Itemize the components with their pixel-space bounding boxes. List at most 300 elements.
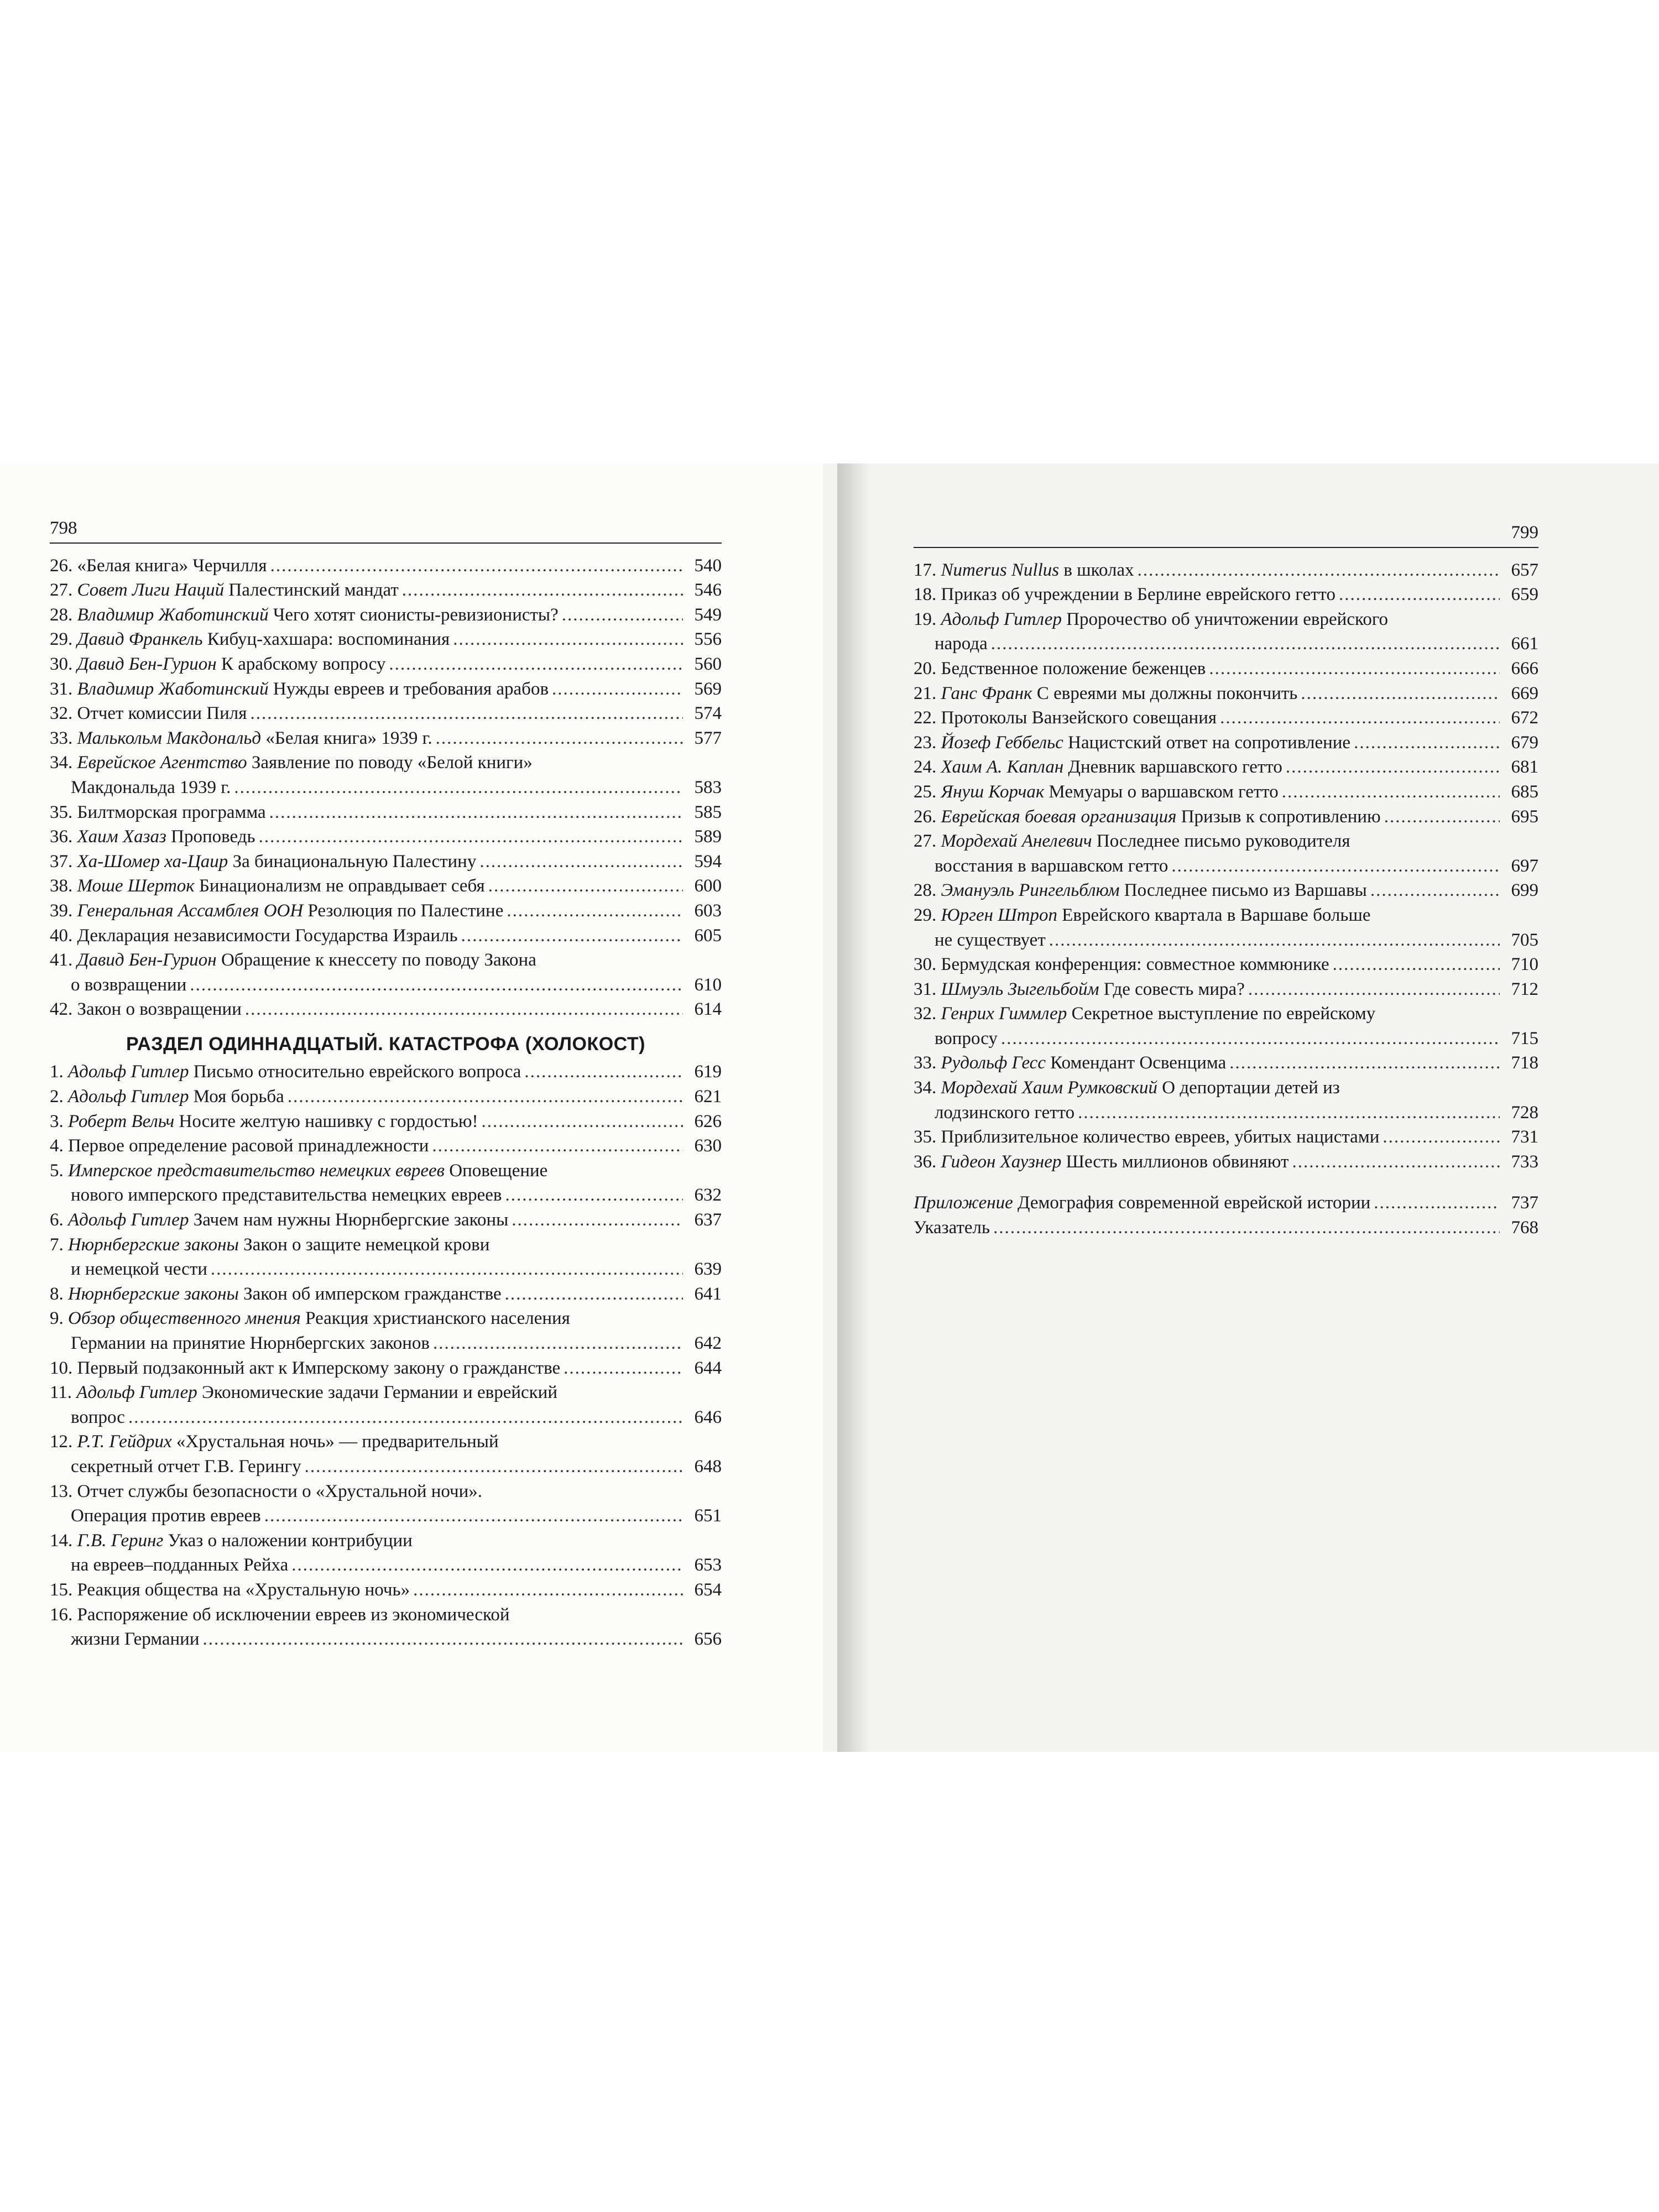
toc-entry (914, 928, 1538, 953)
entry-page-number: 642 (694, 1333, 722, 1353)
entry-page-number: 626 (694, 1111, 722, 1131)
leader-dots (1301, 681, 1500, 706)
entry-page-number: 569 (694, 679, 722, 699)
toc-entry (914, 1150, 1538, 1175)
toc-list-appendix (914, 1191, 1538, 1240)
entry-number: 9. (50, 1308, 64, 1329)
entry-page-number: 656 (694, 1629, 722, 1650)
leader-dots (250, 701, 683, 726)
entry-text (71, 1331, 430, 1356)
entry-text (50, 701, 247, 726)
entry-text (50, 1531, 413, 1551)
entry-text (914, 1215, 990, 1240)
entry-page-number: 699 (1511, 880, 1538, 901)
toc-entry (50, 1356, 722, 1381)
toc-entry (50, 825, 722, 849)
entry-page-number: 577 (694, 728, 722, 748)
toc-entry (914, 854, 1538, 879)
left-toc-column (50, 516, 722, 1652)
entry-text (914, 582, 1335, 607)
entry-title: Заявление по поводу «Белой книги» (251, 753, 533, 773)
entry-text (50, 1060, 521, 1084)
entry-text (71, 1627, 200, 1652)
entry-page-number: 731 (1511, 1127, 1538, 1147)
entry-author: Ганс Франк (941, 683, 1032, 703)
leader-dots (562, 603, 683, 628)
leader-dots (453, 627, 683, 652)
entry-title: Приказ об учреждении в Берлине еврейского гетто (941, 585, 1336, 605)
entry-title: Закон о возвращении (77, 999, 242, 1020)
entry-title: Германии на принятие Нюрнбергских законов (70, 1333, 430, 1353)
entry-title: Отчет комиссии Пиля (77, 703, 247, 724)
leader-dots (234, 775, 683, 800)
entry-text (50, 1109, 478, 1134)
entry-text (50, 1383, 557, 1402)
toc-entry (50, 627, 722, 652)
entry-text (50, 1605, 510, 1625)
entry-text (50, 874, 485, 899)
leader-dots (507, 899, 683, 924)
toc-list-part10 (50, 554, 722, 1022)
leader-dots (1171, 854, 1500, 879)
entry-author: Numerus Nullus (941, 560, 1060, 580)
entry-number: 28. (50, 604, 73, 625)
toc-entry (914, 731, 1538, 755)
toc-entry (50, 726, 722, 751)
entry-title: Обращение к кнессету по поводу Закона (221, 950, 536, 971)
entry-author: Еврейское Агентство (77, 753, 247, 773)
toc-entry (50, 603, 722, 628)
right-toc-column (914, 520, 1538, 1240)
entry-page-number: 621 (694, 1087, 722, 1107)
entry-page-number: 639 (694, 1259, 722, 1280)
leader-dots (991, 632, 1500, 656)
entry-title: Проповедь (171, 827, 255, 847)
entry-number: 36. (914, 1151, 937, 1172)
entry-text (50, 1235, 489, 1255)
toc-entry (50, 1454, 722, 1479)
entry-number: 34. (50, 753, 73, 773)
toc-entry (50, 1331, 722, 1356)
entry-title: Распоряжение об исключении евреев из экономической (77, 1604, 510, 1625)
left-page (0, 463, 823, 1752)
leader-dots (436, 726, 683, 751)
leader-dots (461, 924, 683, 948)
entry-title: «Белая книга» 1939 г. (265, 728, 432, 748)
leader-dots (203, 1627, 683, 1652)
toc-entry (50, 849, 722, 874)
entry-title: Дневник варшавского гетто (1068, 757, 1282, 778)
entry-text (50, 849, 476, 874)
leader-dots (564, 1356, 683, 1381)
entry-title: нового имперского представительства немецких евреев (70, 1185, 502, 1206)
toc-entry (50, 578, 722, 603)
entry-text (914, 878, 1367, 903)
entry-title: вопросу (934, 1028, 998, 1048)
leader-dots (245, 997, 683, 1022)
entry-number: 5. (50, 1160, 64, 1181)
entry-title: Демография современной еврейской истории (1017, 1193, 1371, 1213)
entry-text (914, 731, 1350, 755)
entry-title: Последнее письмо из Варшавы (1124, 880, 1367, 901)
entry-author: Хаим А. Каплан (941, 757, 1064, 778)
entry-text (914, 755, 1282, 780)
toc-entry-line (50, 1159, 722, 1183)
entry-number: 16. (50, 1604, 73, 1625)
leader-dots (402, 578, 683, 603)
entry-page-number: 710 (1511, 954, 1538, 975)
entry-page-number: 589 (694, 827, 722, 847)
entry-page-number: 560 (694, 654, 722, 674)
leader-dots (1370, 878, 1500, 903)
toc-list-part11 (50, 1060, 722, 1651)
entry-number: 20. (914, 658, 937, 679)
toc-entry (914, 1215, 1538, 1240)
entry-title: Приблизительное количество евреев, убитых нацистами (941, 1127, 1380, 1147)
entry-title: Закон о защите немецкой крови (243, 1234, 490, 1255)
entry-text (50, 950, 536, 970)
entry-title: Нацистский ответ на сопротивление (1068, 732, 1351, 753)
entry-text (50, 627, 450, 652)
toc-entry (50, 677, 722, 702)
toc-entry (50, 800, 722, 825)
entry-number: 38. (50, 876, 73, 896)
entry-page-number: 605 (694, 925, 722, 946)
entry-title: Реакция общества на «Хрустальную ночь» (77, 1579, 410, 1600)
entry-title: Закон об имперском гражданстве (243, 1284, 502, 1304)
leader-dots (1138, 558, 1500, 583)
entry-title: Еврейского квартала в Варшаве больше (1062, 905, 1371, 925)
entry-text (914, 831, 1350, 851)
entry-title: Указатель (914, 1218, 990, 1238)
entry-number: 30. (914, 954, 937, 975)
entry-page-number: 648 (694, 1456, 722, 1477)
leader-dots (1001, 1026, 1500, 1051)
entry-page-number: 679 (1511, 732, 1538, 753)
entry-author: Г.В. Геринг (77, 1530, 164, 1551)
leader-dots (1333, 952, 1500, 977)
entry-text (71, 1405, 125, 1430)
entry-text (914, 952, 1329, 977)
entry-title: Указ о наложении контрибуции (168, 1530, 413, 1551)
entry-text (50, 1134, 429, 1159)
entry-page-number: 653 (694, 1555, 722, 1575)
entry-author: Генрих Гиммлер (941, 1004, 1067, 1024)
toc-entry-line (50, 1306, 722, 1331)
entry-title: Декларация независимости Государства Израиль (77, 925, 458, 946)
toc-entry (50, 924, 722, 948)
entry-title: Нужды евреев и требования арабов (273, 679, 549, 699)
entry-author: Малькольм Макдональд (77, 728, 262, 748)
entry-number: 13. (50, 1481, 73, 1501)
entry-author: Р.Т. Гейдрих (77, 1432, 172, 1452)
toc-entry-line (914, 903, 1538, 928)
entry-author: Ха-Шомер ха-Цаир (77, 851, 228, 872)
entry-page-number: 654 (694, 1579, 722, 1600)
toc-entry (50, 973, 722, 998)
entry-page-number: 768 (1511, 1218, 1538, 1238)
leader-dots (488, 874, 683, 899)
entry-author: Нюрнбергские законы (68, 1234, 239, 1255)
entry-title: Моя борьба (193, 1087, 284, 1107)
entry-page-number: 715 (1511, 1028, 1538, 1048)
entry-title: восстания в варшавском гетто (934, 855, 1168, 876)
entry-title: Последнее письмо руководителя (1096, 831, 1350, 852)
toc-entry (50, 997, 722, 1022)
entry-author: Владимир Жаботинский (77, 604, 269, 625)
entry-title: о возвращении (70, 974, 187, 995)
entry-author: Моше Шерток (77, 876, 195, 896)
entry-text (914, 1125, 1379, 1150)
entry-author: Нюрнбергские законы (68, 1284, 239, 1304)
entry-page-number: 705 (1511, 930, 1538, 950)
entry-title: «Белая книга» Черчилля (77, 555, 267, 576)
entry-page-number: 661 (1511, 634, 1538, 654)
leader-dots (1282, 780, 1500, 805)
entry-number: 27. (914, 831, 937, 852)
entry-author: Хаим Хазаз (77, 827, 166, 847)
entry-author: Давид Бен-Гурион (77, 654, 217, 674)
toc-entry (914, 706, 1538, 731)
entry-number: 7. (50, 1234, 64, 1255)
entry-text (914, 656, 1206, 681)
entry-number: 40. (50, 925, 73, 946)
entry-title: секретный отчет Г.В. Герингу (70, 1456, 301, 1477)
entry-author: Мордехай Хаим Румковский (941, 1078, 1158, 1098)
entry-page-number: 695 (1511, 806, 1538, 827)
toc-entry (914, 878, 1538, 903)
entry-text (50, 726, 432, 751)
entry-text (50, 1084, 284, 1109)
toc-entry (50, 899, 722, 924)
entry-number: 2. (50, 1087, 64, 1107)
entry-title: не существует (934, 930, 1046, 950)
entry-text (935, 928, 1046, 953)
leader-dots (479, 849, 683, 874)
leader-dots (512, 1208, 683, 1233)
entry-author: Шмуэль Зыгельбойм (941, 979, 1099, 999)
toc-entry (50, 1405, 722, 1430)
toc-entry (914, 1191, 1538, 1215)
entry-text (50, 1208, 508, 1233)
leader-dots (1383, 1125, 1500, 1150)
toc-entry-line (914, 829, 1538, 854)
entry-page-number: 659 (1511, 585, 1538, 605)
toc-entry (50, 1578, 722, 1603)
toc-entry (50, 1109, 722, 1134)
entry-text (50, 1308, 570, 1328)
toc-entry (914, 977, 1538, 1002)
entry-text (50, 924, 458, 948)
entry-number: 15. (50, 1579, 73, 1600)
entry-number: 10. (50, 1358, 73, 1378)
book-spread (0, 463, 1659, 1752)
entry-title: Носите желтую нашивку с гордостью! (179, 1111, 478, 1131)
entry-number: 37. (50, 851, 73, 872)
entry-text (50, 800, 266, 825)
entry-title: Пророчество об уничтожении еврейского (1066, 609, 1389, 629)
leader-dots (1229, 1051, 1500, 1076)
entry-number: 26. (50, 555, 73, 576)
entry-title: Макдональда 1939 г. (70, 777, 231, 797)
leader-dots (211, 1257, 683, 1282)
entry-number: 29. (50, 629, 73, 650)
entry-author: Имперское представительство немецких евреев (68, 1160, 445, 1181)
entry-text (50, 899, 503, 924)
entry-title: народа (934, 634, 988, 654)
entry-text (50, 1282, 502, 1307)
leader-dots (413, 1578, 683, 1603)
entry-page-number: 718 (1511, 1053, 1538, 1073)
entry-title: Резолюция по Палестине (307, 900, 504, 921)
gutter-shadow (837, 463, 870, 1752)
entry-page-number: 540 (694, 555, 722, 576)
entry-page-number: 733 (1511, 1151, 1538, 1172)
toc-entry (50, 1627, 722, 1652)
toc-entry (50, 1208, 722, 1233)
entry-page-number: 594 (694, 851, 722, 872)
entry-title: Секретное выступление по еврейскому (1071, 1004, 1376, 1024)
left-page-number: 798 (50, 518, 77, 538)
toc-entry-line (50, 1603, 722, 1627)
leader-dots (305, 1454, 683, 1479)
entry-page-number: 651 (694, 1506, 722, 1526)
leader-dots (1209, 656, 1500, 681)
leader-dots (1248, 977, 1500, 1002)
entry-page-number: 646 (694, 1407, 722, 1427)
entry-title: Бермудская конференция: совместное коммюнике (941, 954, 1329, 975)
entry-author: Януш Корчак (941, 781, 1045, 802)
entry-title: и немецкой чести (70, 1259, 207, 1280)
entry-number: 8. (50, 1284, 64, 1304)
entry-text (914, 1150, 1288, 1175)
entry-text (50, 554, 267, 578)
entry-number: 27. (50, 580, 73, 601)
toc-entry (50, 554, 722, 578)
leader-dots (190, 973, 683, 998)
entry-number: 11. (50, 1383, 72, 1403)
leader-dots (505, 1282, 683, 1307)
entry-text (50, 578, 399, 603)
entry-author: Рудольф Гесс (941, 1053, 1046, 1073)
entry-text (50, 1161, 547, 1181)
entry-title: Зачем нам нужны Нюрнбергские законы (193, 1210, 509, 1230)
entry-number: 42. (50, 999, 73, 1020)
entry-page-number: 669 (1511, 683, 1538, 703)
entry-text (914, 1051, 1226, 1076)
entry-title: Первый подзаконный акт к Имперскому закону о гражданстве (77, 1358, 561, 1378)
leader-dots (552, 677, 683, 702)
toc-entry-line (914, 1076, 1538, 1100)
toc-entry (914, 632, 1538, 656)
entry-page-number: 666 (1511, 658, 1538, 679)
toc-entry (914, 558, 1538, 583)
entry-text (914, 1191, 1370, 1215)
entry-text (50, 603, 559, 628)
entry-title: жизни Германии (70, 1629, 200, 1650)
leader-dots (1374, 1191, 1500, 1215)
entry-page-number: 614 (694, 999, 722, 1020)
entry-author: Генеральная Ассамблея ООН (77, 900, 304, 921)
toc-list-part11-cont (914, 558, 1538, 1175)
entry-number: 4. (50, 1136, 64, 1156)
entry-text (935, 1100, 1074, 1125)
entry-text (914, 977, 1245, 1002)
entry-number: 17. (914, 560, 937, 580)
entry-title: Шесть миллионов обвиняют (1066, 1151, 1289, 1172)
leader-dots (128, 1405, 683, 1430)
leader-dots (524, 1060, 683, 1084)
leader-dots (1286, 755, 1500, 780)
entry-text (71, 1553, 288, 1578)
entry-page-number: 556 (694, 629, 722, 650)
entry-title: лодзинского гетто (934, 1102, 1075, 1123)
toc-entry (50, 775, 722, 800)
entry-text (914, 1004, 1375, 1024)
entry-title: в школах (1063, 560, 1134, 580)
entry-page-number: 546 (694, 580, 722, 601)
entry-title: Первое определение расовой принадлежности (68, 1136, 429, 1156)
entry-title: Бинационализм не оправдывает себя (199, 876, 485, 896)
entry-author: Адольф Гитлер (68, 1087, 189, 1107)
entry-title: Палестинский мандат (228, 580, 399, 601)
entry-number: 41. (50, 950, 73, 971)
entry-title: Чего хотят сионисты-ревизионисты? (273, 604, 559, 625)
leader-dots (1354, 731, 1500, 755)
entry-number: 33. (914, 1053, 937, 1073)
entry-number: 14. (50, 1530, 73, 1551)
entry-author: Давид Франкель (77, 629, 203, 650)
leader-dots (291, 1553, 683, 1578)
toc-entry (50, 1183, 722, 1208)
entry-number: 25. (914, 781, 937, 802)
section-title: РАЗДЕЛ ОДИННАДЦАТЫЙ. КАТАСТРОФА (ХОЛОКОСТ) (126, 1033, 645, 1055)
entry-text (71, 1504, 261, 1528)
entry-title: Операция против евреев (70, 1506, 261, 1526)
entry-author: Мордехай Анелевич (941, 831, 1092, 852)
entry-text (50, 997, 242, 1022)
leader-dots (269, 800, 683, 825)
toc-entry (914, 755, 1538, 780)
entry-title: Письмо относительно еврейского вопроса (193, 1062, 521, 1082)
entry-page-number: 657 (1511, 560, 1538, 580)
entry-number: 35. (50, 802, 73, 822)
entry-page-number: 610 (694, 974, 722, 995)
entry-number: 32. (50, 703, 73, 724)
toc-entry-line (914, 607, 1538, 632)
toc-entry (50, 1084, 722, 1109)
toc-entry (50, 652, 722, 677)
entry-text (50, 753, 533, 773)
entry-page-number: 574 (694, 703, 722, 724)
entry-author: Эмануэль Рингельблюм (941, 880, 1120, 901)
entry-title: Оповещение (449, 1160, 548, 1181)
entry-title: Призыв к сопротивлению (1181, 806, 1381, 827)
toc-entry (914, 1125, 1538, 1150)
entry-text (71, 973, 186, 998)
entry-number: 28. (914, 880, 937, 901)
entry-text (914, 681, 1297, 706)
entry-number: 6. (50, 1210, 64, 1230)
right-page-header (914, 520, 1538, 548)
entry-number: 22. (914, 708, 937, 728)
entry-title: К арабскому вопросу (221, 654, 386, 674)
toc-entry-line (50, 750, 722, 775)
entry-text (935, 854, 1168, 879)
entry-page-number: 600 (694, 876, 722, 896)
entry-title: За бинациональную Палестину (232, 851, 477, 872)
toc-entry (914, 780, 1538, 805)
